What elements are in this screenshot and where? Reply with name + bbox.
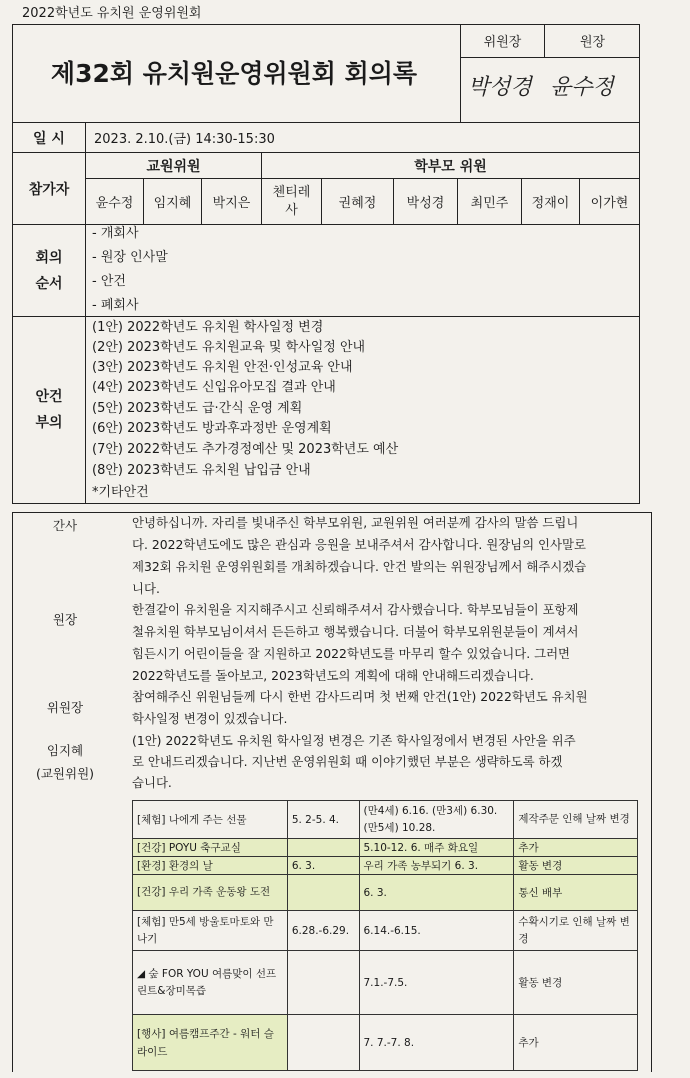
schedule-event: [체험] 나에게 주는 선물	[133, 801, 288, 839]
order-item: - 폐회사	[92, 298, 139, 313]
table-row	[133, 839, 638, 857]
schedule-note: 추가	[514, 839, 638, 857]
speaker-label: 임지혜	[46, 743, 84, 758]
director-signature: 윤수정	[550, 75, 614, 100]
schedule-original	[287, 1015, 359, 1071]
attendees-label: 참가자	[13, 153, 86, 225]
datetime-value: 2023. 2.10.(금) 14:30-15:30	[86, 123, 639, 153]
agenda-item: (3안) 2023학년도 유치원 안전·인성교육 안내	[92, 360, 353, 375]
minutes-line: 학사일정 변경이 있겠습니다.	[132, 711, 288, 726]
schedule-note: 수확시기로 인해 날짜 변경	[514, 911, 638, 951]
order-cell	[86, 225, 639, 317]
schedule-note: 활동 변경	[514, 857, 638, 875]
approval-col-chair: 위원장	[460, 24, 544, 58]
table-row	[133, 951, 638, 1015]
schedule-event: [체험] 만5세 방울토마토와 만나기	[133, 911, 288, 951]
schedule-changed: 5.10-12. 6. 매주 화요일	[359, 839, 514, 857]
schedule-original	[287, 875, 359, 911]
schedule-note: 제작주문 인해 날짜 변경	[514, 801, 638, 839]
schedule-table	[132, 800, 638, 1071]
speaker-label: 간사	[52, 518, 78, 533]
agenda-label-line: 안건	[35, 389, 63, 405]
order-label-line: 회의	[35, 249, 63, 266]
agenda-item: (2안) 2023학년도 유치원교육 및 학사일정 안내	[92, 340, 366, 355]
speaker-label: 위원장	[46, 700, 84, 715]
attendee-name: 윤수정	[86, 179, 144, 225]
attendee-name: 정재이	[522, 179, 580, 225]
schedule-event: [행사] 여름캠프주간 - 워터 슬라이드	[133, 1015, 288, 1071]
header-note: 2022학년도 유치원 운영위원회	[22, 6, 202, 21]
agenda-item: (4안) 2023학년도 신입유아모집 결과 안내	[92, 380, 336, 395]
teacher-group-label: 교원위원	[86, 153, 262, 179]
chair-signature: 박성경	[468, 75, 532, 100]
agenda-item: (7안) 2022학년도 추가경정예산 및 2023학년도 예산	[92, 442, 399, 457]
minutes-line: 힘든시기 어린이들을 잘 지원하고 2022학년도를 마무리 할수 있었습니다. 그러면	[132, 646, 571, 661]
minutes-line: 로 안내드리겠습니다. 지난번 운영위원회 때 이야기했던 부분은 생략하도록 하겠	[132, 754, 563, 769]
schedule-changed: 6. 3.	[359, 875, 514, 911]
schedule-event: [건강] POYU 축구교실	[133, 839, 288, 857]
attendee-name: 임지혜	[144, 179, 202, 225]
parent-group-label: 학부모 위원	[262, 153, 639, 179]
minutes-line: 철유치원 학부모님이셔서 든든하고 행복했습니다. 더불어 학부모위원분들이 계셔서	[132, 624, 579, 639]
page-title: 제32회 유치원운영위원회 회의록	[50, 59, 418, 88]
schedule-original: 5. 2-5. 4.	[287, 801, 359, 839]
order-label-line: 순서	[35, 275, 63, 292]
table-row	[133, 1015, 638, 1071]
schedule-event-text: 숲 FOR YOU 여름맞이 선프린트&장미목즙	[137, 967, 277, 997]
schedule-changed: 6.14.-6.15.	[359, 911, 514, 951]
speaker-sublabel: (교원위원)	[35, 766, 95, 781]
schedule-note: 추가	[514, 1015, 638, 1071]
order-label	[13, 225, 86, 317]
table-row	[133, 857, 638, 875]
agenda-item: (8안) 2023학년도 유치원 납입금 안내	[92, 463, 311, 478]
minutes-line: 제32회 유치원 운영위원회를 개최하겠습니다. 안건 발의는 위원장님께서 해주시겠습	[132, 559, 587, 574]
agenda-item: (1안) 2022학년도 유치원 학사일정 변경	[92, 320, 324, 335]
order-item: - 안건	[92, 274, 126, 289]
schedule-changed: 7.1.-7.5.	[359, 951, 514, 1015]
schedule-note: 활동 변경	[514, 951, 638, 1015]
minutes-line: (1안) 2022학년도 유치원 학사일정 변경은 기존 학사일정에서 변경된 사안을 위주	[132, 733, 576, 748]
schedule-original: 6.28.-6.29.	[287, 911, 359, 951]
schedule-changed: 7. 7.-7. 8.	[359, 1015, 514, 1071]
leaf-icon: ◢	[137, 967, 149, 980]
schedule-original: 6. 3.	[287, 857, 359, 875]
minutes-line: 습니다.	[132, 775, 172, 790]
minutes-line: 참여해주신 위원님들께 다시 한번 감사드리며 첫 번째 안건(1안) 2022학년도 유치원	[132, 689, 588, 704]
approval-col-director: 원장	[544, 24, 640, 58]
order-item: - 개회사	[92, 226, 139, 241]
datetime-label: 일 시	[13, 123, 86, 153]
attendee-name: 권혜정	[322, 179, 394, 225]
minutes-line: 한결같이 유치원을 지지해주시고 신뢰해주셔서 감사했습니다. 학부모님들이 포항제	[132, 602, 579, 617]
schedule-changed: (만4세) 6.16. (만3세) 6.30. (만5세) 10.28.	[359, 801, 514, 839]
attendee-name: 박지은	[202, 179, 262, 225]
table-row	[133, 911, 638, 951]
order-item: - 원장 인사말	[92, 250, 168, 265]
agenda-label	[13, 317, 86, 503]
speaker-label: 원장	[52, 612, 78, 627]
schedule-event: [환경] 환경의 날	[133, 857, 288, 875]
agenda-item: (5안) 2023학년도 급·간식 운영 계획	[92, 401, 303, 416]
agenda-label-line: 부의	[35, 415, 63, 431]
minutes-line: 안녕하십니까. 자리를 빛내주신 학부모위원, 교원위원 여러분께 감사의 말씀 드립니	[132, 515, 579, 530]
schedule-event: [건강] 우리 가족 운동왕 도전	[133, 875, 288, 911]
attendee-name: 박성경	[394, 179, 458, 225]
attendee-name: 첸티레사	[262, 179, 322, 225]
schedule-note: 통신 배부	[514, 875, 638, 911]
table-row	[133, 801, 638, 839]
agenda-item: *기타안건	[92, 485, 149, 500]
table-row	[133, 875, 638, 911]
attendee-name: 이가현	[580, 179, 639, 225]
schedule-original	[287, 839, 359, 857]
attendee-name: 최민주	[458, 179, 522, 225]
agenda-item: (6안) 2023학년도 방과후과정반 운영계획	[92, 421, 332, 436]
schedule-event	[133, 951, 288, 1015]
schedule-original	[287, 951, 359, 1015]
minutes-line: 2022학년도를 돌아보고, 2023학년도의 계획에 대해 안내해드리겠습니다.	[132, 668, 534, 683]
minutes-line: 니다.	[132, 581, 160, 596]
schedule-changed: 우리 가족 농부되기 6. 3.	[359, 857, 514, 875]
minutes-line: 다. 2022학년도에도 많은 관심과 응원을 보내주셔서 감사합니다. 원장님의 인사말로	[132, 537, 586, 552]
